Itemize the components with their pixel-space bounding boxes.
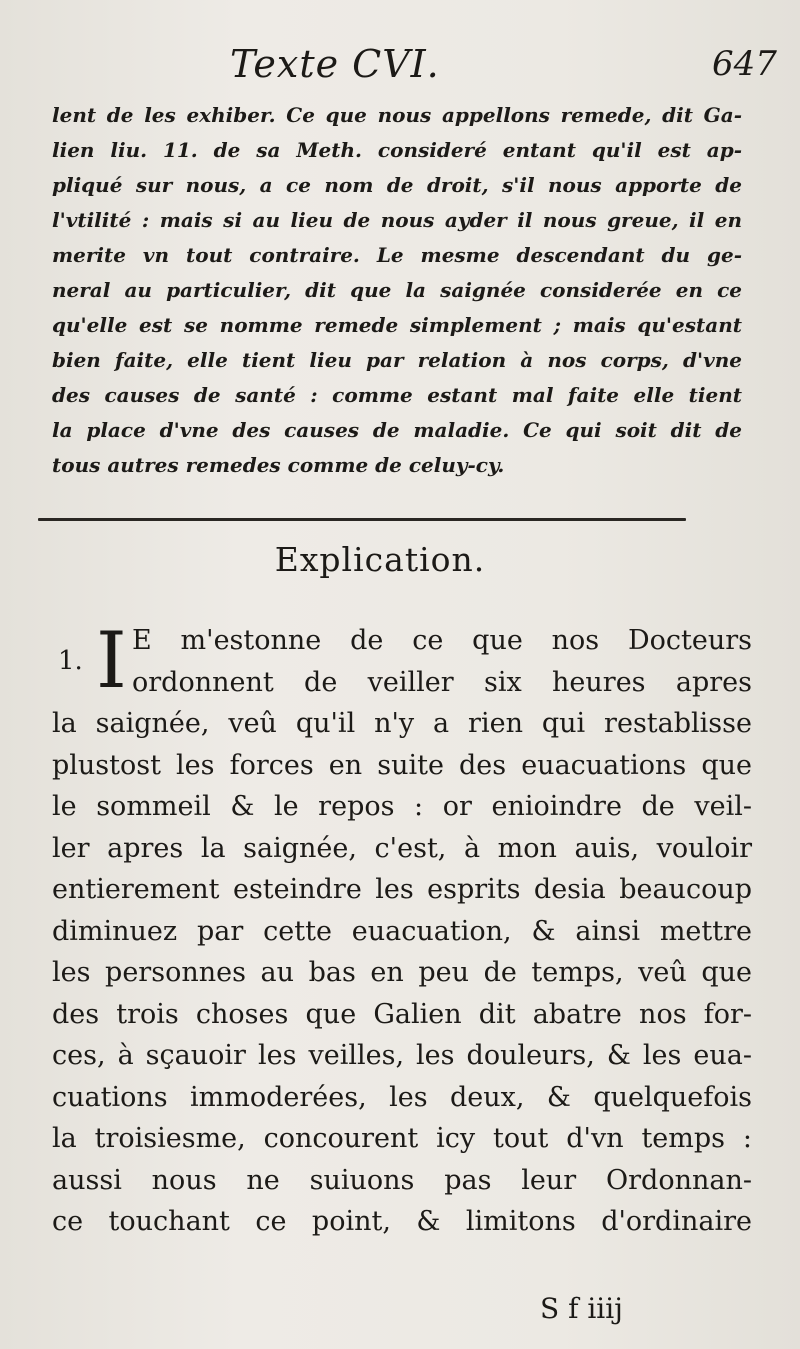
explanation-line: des trois choses que Galien dit abatre nos for- [52,998,752,1030]
commentary-line: bien faite, elle tient lieu par relation à nos corps, d'vne [52,348,742,372]
commentary-line: pliqué sur nous, a ce nom de droit, s'il nous apporte de [52,173,742,197]
explanation-line: entierement esteindre les esprits desia beaucoup [52,874,752,905]
explanation-line: plustost les forces en suite des euacuations que [52,749,752,781]
commentary-line: lien liu. 11. de sa Meth. consideré entant qu'il est ap- [52,138,742,162]
explanation-line: la troisiesme, concourent icy tout d'vn temps : [52,1123,752,1154]
explanation-line: cuations immoderées, les deux, & quelquefois [52,1081,752,1113]
explanation-line: la saignée, veû qu'il n'y a rien qui restablisse [52,708,752,739]
commentary-line: lent de les exhiber. Ce que nous appellons remede, dit Ga- [52,103,742,127]
explanation-line: diminuez par cette euacuation, & ainsi mettre [52,915,752,947]
drop-cap: I [96,616,127,706]
commentary-line: tous autres remedes comme de celuy-cy. [52,453,505,477]
commentary-line: la place d'vne des causes de maladie. Ce qui soit dit de [52,418,742,442]
explanation-line: le sommeil & le repos : or enioindre de veil- [52,791,752,822]
explanation-text [52,616,752,1243]
explanation-line: ordonnent de veiller six heures apres [132,666,752,698]
page-header [0,42,800,92]
page-number: 647 [712,44,777,84]
explanation-line: ces, à sçauoir les veilles, les douleurs, & les eua- [52,1040,752,1071]
commentary-line: l'vtilité : mais si au lieu de nous ayder il nous greue, il en [52,208,742,232]
section-divider [38,518,686,521]
signature-mark: S f iiij [540,1292,623,1325]
explanation-line: les personnes au bas en peu de temps, veû que [52,957,752,988]
commentary-line: merite vn tout contraire. Le mesme descendant du ge- [52,243,742,267]
running-title: Texte CVI. [230,42,440,86]
explanation-line: ler apres la saignée, c'est, à mon auis, vouloir [52,832,752,864]
explanation-line: ce touchant ce point, & limitons d'ordinaire [52,1206,752,1237]
explanation-line: E m'estonne de ce que nos Docteurs [132,625,752,656]
explanation-line: aussi nous ne suiuons pas leur Ordonnan- [52,1164,752,1196]
paragraph-number: 1. [58,646,83,676]
commentary-text [52,98,742,483]
commentary-line: qu'elle est se nomme remede simplement ; mais qu'estant [52,313,742,337]
section-heading: Explication. [274,540,486,579]
commentary-line: neral au particulier, dit que la saignée considerée en ce [52,278,742,302]
commentary-line: des causes de santé : comme estant mal faite elle tient [52,383,742,407]
